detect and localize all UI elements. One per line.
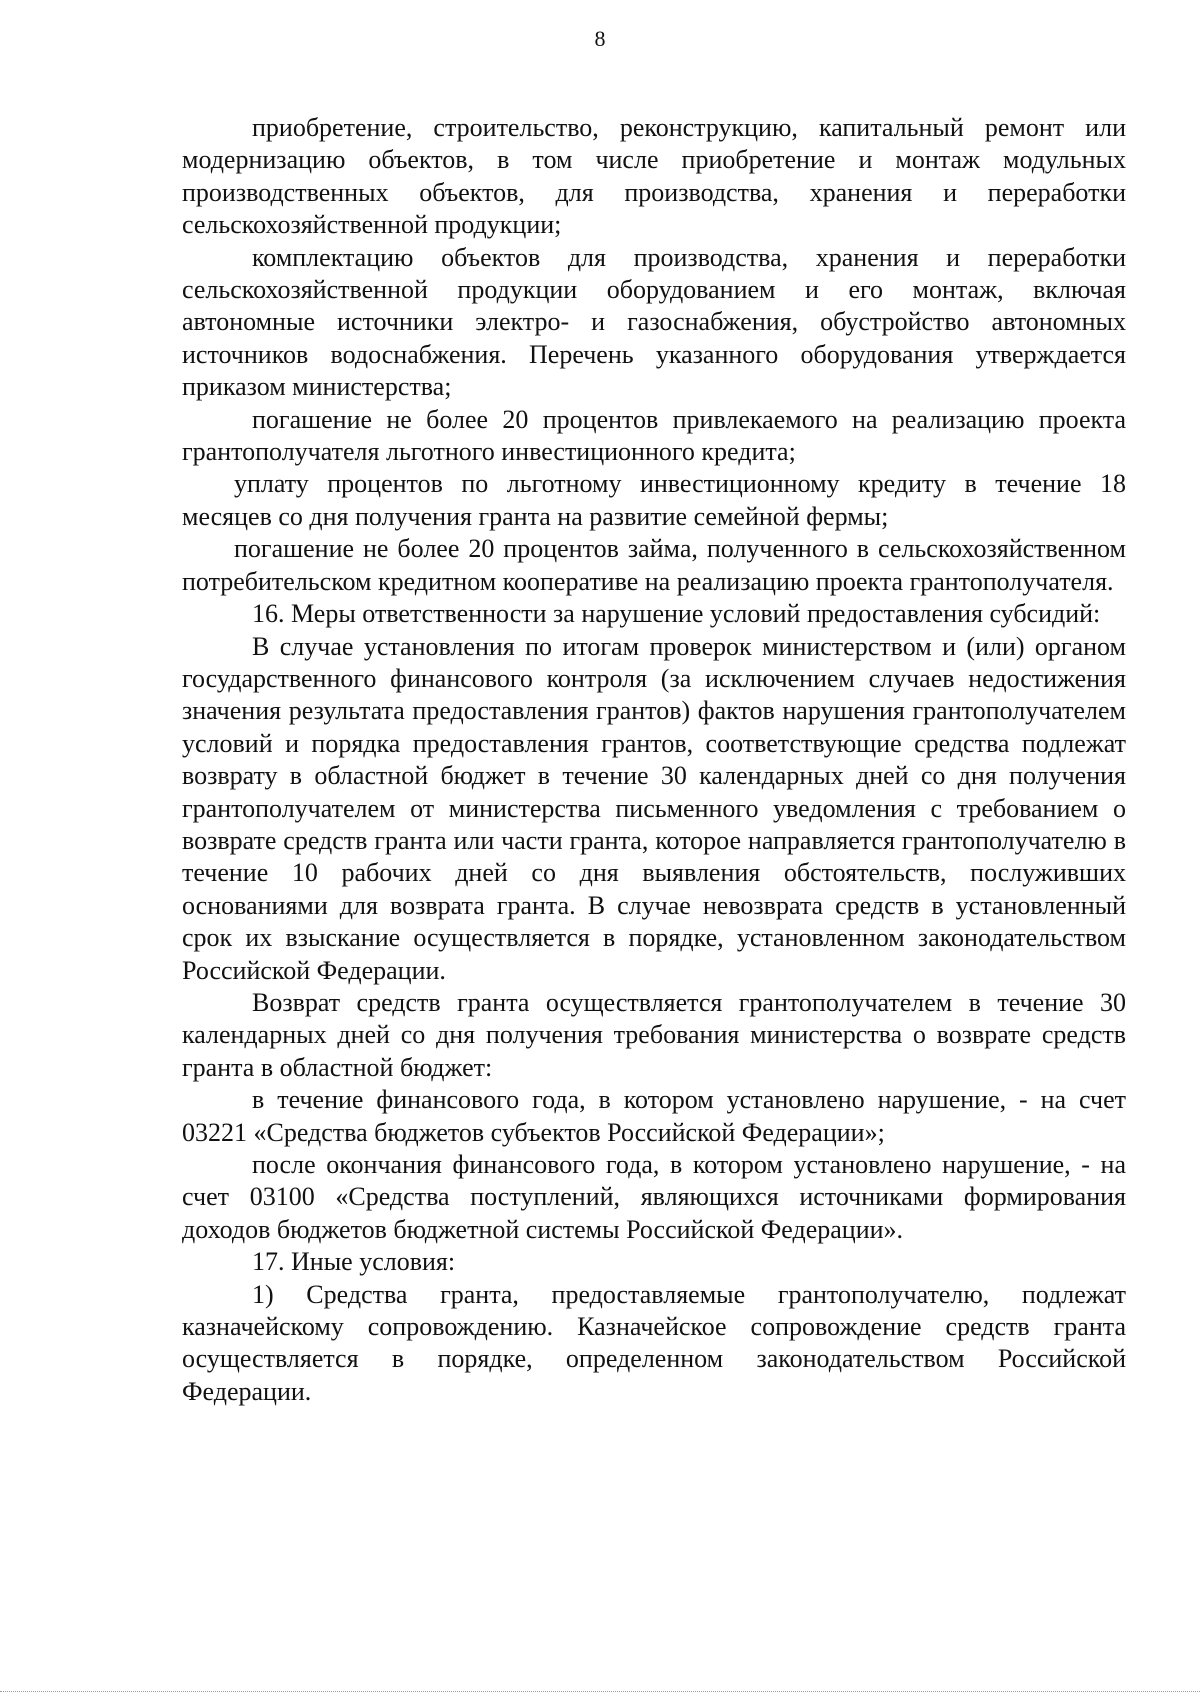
paragraph-account-03221: в течение финансового года, в котором установлено нарушение, - на счет 03221 «Средства бюджетов субъектов Российской Федерации»;	[182, 1085, 1126, 1147]
paragraph-loan-repayment: погашение не более 20 процентов займа, полученного в сельскохозяйственном потребительском кредитном кооперативе на реализацию проекта грантополучателя.	[182, 534, 1126, 596]
document-body	[182, 112, 1126, 1408]
paragraph-treasury-support: 1) Средства гранта, предоставляемые грантополучателю, подлежат казначейскому сопровождению. Казначейское сопровождение средств гранта осуществляется в порядке, определенном законодательством Российской Федерации.	[182, 1279, 1126, 1406]
paragraph-violation-return: В случае установления по итогам проверок министерством и (или) органом государственного финансового контроля (за исключением случаев недостижения значения результата предоставления грантов) фактов нарушения грантополучателем условий и порядка предоставления грантов, соответствующие средства подлежат возврату в областной бюджет в течение 30 календарных дней со дня получения грантополучателем от министерства письменного уведомления с требованием о возврате средств гранта или части гранта, которое направляется грантополучателю в течение 10 рабочих дней со дня выявления обстоятельств, послуживших основаниями для возврата гранта. В случае невозврата средств в установленный срок их взыскание осуществляется в порядке, установленном законодательством Российской Федерации.	[182, 631, 1126, 985]
paragraph-credit-repayment: погашение не более 20 процентов привлекаемого на реализацию проекта грантополучателя льготного инвестиционного кредита;	[182, 404, 1126, 467]
section-16-heading: 16. Меры ответственности за нарушение условий предоставления субсидий:	[252, 599, 1101, 629]
page-number: 8	[594, 26, 606, 51]
paragraph-return-procedure: Возврат средств гранта осуществляется грантополучателем в течение 30 календарных дней со дня получения требования министерства о возврате средств гранта в областной бюджет:	[182, 987, 1126, 1082]
paragraph-interest-payment: уплату процентов по льготному инвестиционному кредиту в течение 18 месяцев со дня получения гранта на развитие семейной фермы;	[182, 469, 1126, 531]
scan-edge-line	[0, 1691, 1200, 1692]
paragraph-acquisition-construction: приобретение, строительство, реконструкцию, капитальный ремонт или модернизацию объектов, в том числе приобретение и монтаж модульных производственных объектов, для производства, хранения и переработки сельскохозяйственной продукции;	[182, 113, 1126, 240]
paragraph-account-03100: после окончания финансового года, в котором установлено нарушение, - на счет 03100 «Средства поступлений, являющихся источниками формирования доходов бюджетов бюджетной системы Российской Федерации».	[182, 1150, 1126, 1244]
section-17-heading: 17. Иные условия:	[252, 1247, 456, 1277]
paragraph-equipment: комплектацию объектов для производства, хранения и переработки сельскохозяйственной продукции оборудованием и его монтаж, включая автономные источники электро- и газоснабжения, обустройство автономных источников водоснабжения. Перечень указанного оборудования утверждается приказом министерства;	[182, 242, 1126, 402]
